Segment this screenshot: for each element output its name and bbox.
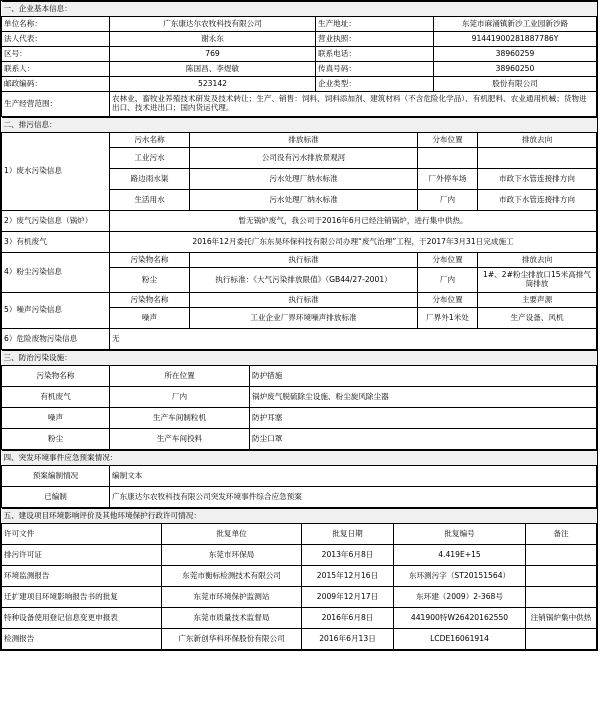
column-header: 防护措施 bbox=[250, 366, 597, 387]
table-cell: 厂内 bbox=[110, 387, 250, 408]
table-cell: 厂内 bbox=[418, 268, 478, 293]
table-cell: 东环建（2009）2-368号 bbox=[394, 587, 526, 608]
field-label: 单位名称： bbox=[2, 17, 110, 32]
table-cell: 粉尘 bbox=[110, 268, 190, 293]
table-cell: 特种设备使用登记信息变更申报表 bbox=[2, 608, 162, 629]
field-value: 38960250 bbox=[434, 62, 597, 77]
column-header: 排放去向 bbox=[478, 133, 597, 148]
basic-info-table bbox=[1, 1, 597, 117]
table-cell: 排污许可证 bbox=[2, 545, 162, 566]
table-cell: 厂外停车场 bbox=[418, 169, 478, 190]
table-row bbox=[2, 47, 597, 62]
column-header: 污水名称 bbox=[110, 133, 190, 148]
table-cell: 东莞市衡标检测技术有限公司 bbox=[162, 566, 302, 587]
field-label: 生产经营范围： bbox=[2, 92, 110, 117]
section-title-basic-info: 一、企业基本信息： bbox=[2, 2, 597, 17]
section-title-emergency: 四、突发环境事件应急预案情况： bbox=[2, 451, 597, 466]
emergency-plan-table bbox=[1, 450, 597, 508]
section-title-facilities: 三、防治污染设施： bbox=[2, 351, 597, 366]
column-header: 批复日期 bbox=[302, 524, 394, 545]
field-value: 陈国昌、李煜敏 bbox=[110, 62, 316, 77]
table-cell: 预案编制情况 bbox=[2, 466, 110, 487]
dust-pollution-label: 4）粉尘污染信息 bbox=[2, 253, 110, 293]
table-cell: 2016年6月8日 bbox=[302, 608, 394, 629]
table-cell bbox=[526, 566, 597, 587]
field-label: 传真号码： bbox=[316, 62, 434, 77]
table-cell: 执行标准：《大气污染排放限值》（GB44/27-2001） bbox=[190, 268, 418, 293]
table-cell: 生产设备、风机 bbox=[478, 308, 597, 329]
field-value: 523142 bbox=[110, 77, 316, 92]
field-value: 38960259 bbox=[434, 47, 597, 62]
table-cell: 厂界外1米处 bbox=[418, 308, 478, 329]
column-header: 污染物名称 bbox=[2, 366, 110, 387]
table-row bbox=[2, 629, 597, 650]
table-cell: 东莞市质量技术监督局 bbox=[162, 608, 302, 629]
table-cell: 市政下水管连接排方向 bbox=[478, 169, 597, 190]
table-row bbox=[2, 608, 597, 629]
table-row bbox=[2, 232, 597, 253]
gas-pollution-label: 2）废气污染信息（锅炉） bbox=[2, 211, 110, 232]
table-cell: 公司没有污水排放景观河 bbox=[190, 148, 418, 169]
table-cell: 东莞市环境保护监测站 bbox=[162, 587, 302, 608]
column-header: 分布位置 bbox=[418, 133, 478, 148]
table-cell: 生产车间投料 bbox=[110, 429, 250, 450]
table-row bbox=[2, 133, 597, 148]
column-header: 许可文件 bbox=[2, 524, 162, 545]
business-scope-value: 农林业、畜牧业养殖技术研发及技术转让；生产、销售：饲料、饲料添加剂、建筑材料（不含危险化学品）、有机肥料、农业通用机械；货物进出口、技术进出口；国内货运代理。 bbox=[110, 92, 597, 117]
water-pollution-label: 1）废水污染信息 bbox=[2, 133, 110, 211]
table-cell bbox=[418, 148, 478, 169]
organic-gas-value: 2016年12月委托广东东昊环保科技有限公司办理“废气治理”工程，于2017年3月31日完成施工 bbox=[110, 232, 597, 253]
table-cell: 广东康达尔农牧科技有限公司突发环境事件综合应急预案 bbox=[110, 487, 597, 508]
table-cell: 生活用水 bbox=[110, 190, 190, 211]
table-cell: 污水处理厂纳水标准 bbox=[190, 190, 418, 211]
table-cell: 防护耳塞 bbox=[250, 408, 597, 429]
column-header: 批复编号 bbox=[394, 524, 526, 545]
table-cell: 噪声 bbox=[2, 408, 110, 429]
discharge-info-table bbox=[1, 117, 597, 350]
table-cell: 东环测污字（ST20151564） bbox=[394, 566, 526, 587]
table-cell: 有机废气 bbox=[2, 387, 110, 408]
table-cell: 厂内 bbox=[418, 190, 478, 211]
table-cell: 4.419E+15 bbox=[394, 545, 526, 566]
table-cell: 工业污水 bbox=[110, 148, 190, 169]
table-cell: 市政下水管连接排方向 bbox=[478, 190, 597, 211]
organic-gas-label: 3）有机废气 bbox=[2, 232, 110, 253]
field-label: 营业执照： bbox=[316, 32, 434, 47]
table-cell: 路边雨水渠 bbox=[110, 169, 190, 190]
table-cell: 2015年12月16日 bbox=[302, 566, 394, 587]
table-cell: 噪声 bbox=[110, 308, 190, 329]
table-row bbox=[2, 62, 597, 77]
table-cell: 环境监测报告 bbox=[2, 566, 162, 587]
table-cell: 锅炉废气脱硫除尘设施、粉尘旋风除尘器 bbox=[250, 387, 597, 408]
field-label: 邮政编码： bbox=[2, 77, 110, 92]
table-row bbox=[2, 545, 597, 566]
table-cell: 检测报告 bbox=[2, 629, 162, 650]
field-value: 谢永东 bbox=[110, 32, 316, 47]
column-header: 分布位置 bbox=[418, 253, 478, 268]
field-value: 东莞市麻涌镇新沙工业园新沙路 bbox=[434, 17, 597, 32]
table-row bbox=[2, 92, 597, 117]
field-value: 广东康达尔农牧科技有限公司 bbox=[110, 17, 316, 32]
column-header: 污染物名称 bbox=[110, 253, 190, 268]
hazard-waste-value: 无 bbox=[110, 329, 597, 350]
column-header: 分布位置 bbox=[418, 293, 478, 308]
column-header: 执行标准 bbox=[190, 293, 418, 308]
field-label: 联系电话： bbox=[316, 47, 434, 62]
field-value: 91441900281887786Y bbox=[434, 32, 597, 47]
table-cell: 迁扩建项目环境影响报告书的批复 bbox=[2, 587, 162, 608]
table-row bbox=[2, 211, 597, 232]
column-header: 污染物名称 bbox=[110, 293, 190, 308]
table-cell: 441900特W26420162550 bbox=[394, 608, 526, 629]
table-cell: 注销锅炉集中供热 bbox=[526, 608, 597, 629]
table-cell: 已编制 bbox=[2, 487, 110, 508]
table-row bbox=[2, 566, 597, 587]
column-header: 批复单位 bbox=[162, 524, 302, 545]
column-header: 主要声源 bbox=[478, 293, 597, 308]
column-header: 备注 bbox=[526, 524, 597, 545]
table-cell: 2016年6月13日 bbox=[302, 629, 394, 650]
field-label: 法人代表： bbox=[2, 32, 110, 47]
column-header: 执行标准 bbox=[190, 253, 418, 268]
table-row bbox=[2, 487, 597, 508]
table-cell: 编制文本 bbox=[110, 466, 597, 487]
table-cell: 东莞市环保局 bbox=[162, 545, 302, 566]
table-row bbox=[2, 17, 597, 32]
hazard-waste-label: 6）危险废物污染信息 bbox=[2, 329, 110, 350]
table-row bbox=[2, 293, 597, 308]
table-row bbox=[2, 32, 597, 47]
field-label: 企业类型： bbox=[316, 77, 434, 92]
table-cell: 粉尘 bbox=[2, 429, 110, 450]
section-title-permits: 五、建设项目环境影响评价及其他环境保护行政许可情况： bbox=[2, 509, 597, 524]
table-row bbox=[2, 429, 597, 450]
table-cell bbox=[526, 545, 597, 566]
column-header: 所在位置 bbox=[110, 366, 250, 387]
field-label: 区号： bbox=[2, 47, 110, 62]
table-cell: 污水处理厂纳水标准 bbox=[190, 169, 418, 190]
table-row bbox=[2, 587, 597, 608]
table-row bbox=[2, 366, 597, 387]
field-label: 联系人： bbox=[2, 62, 110, 77]
table-row bbox=[2, 77, 597, 92]
permits-table bbox=[1, 508, 597, 650]
table-cell: 1#、2#粉尘排放口15米高排气筒排放 bbox=[478, 268, 597, 293]
gas-pollution-value: 暂无锅炉废气，我公司于2016年6月已经注销锅炉，进行集中供热。 bbox=[110, 211, 597, 232]
table-cell bbox=[526, 587, 597, 608]
table-cell: 工业企业厂界环境噪声排放标准 bbox=[190, 308, 418, 329]
noise-pollution-label: 5）噪声污染信息 bbox=[2, 293, 110, 329]
table-cell bbox=[478, 148, 597, 169]
field-value: 股份有限公司 bbox=[434, 77, 597, 92]
table-cell: 防尘口罩 bbox=[250, 429, 597, 450]
table-cell: 2009年12月17日 bbox=[302, 587, 394, 608]
column-header: 排放标准 bbox=[190, 133, 418, 148]
pollution-facilities-table bbox=[1, 350, 597, 450]
table-row bbox=[2, 524, 597, 545]
table-row bbox=[2, 253, 597, 268]
table-cell bbox=[526, 629, 597, 650]
field-value: 769 bbox=[110, 47, 316, 62]
table-cell: 广东新创华科环保股份有限公司 bbox=[162, 629, 302, 650]
column-header: 排放去向 bbox=[478, 253, 597, 268]
table-row bbox=[2, 387, 597, 408]
table-row bbox=[2, 329, 597, 350]
table-row bbox=[2, 408, 597, 429]
table-cell: LCDE16061914 bbox=[394, 629, 526, 650]
table-cell: 2013年6月8日 bbox=[302, 545, 394, 566]
table-cell: 生产车间制粒机 bbox=[110, 408, 250, 429]
table-row bbox=[2, 466, 597, 487]
section-title-discharge: 二、排污信息： bbox=[2, 118, 597, 133]
field-label: 生产地址： bbox=[316, 17, 434, 32]
